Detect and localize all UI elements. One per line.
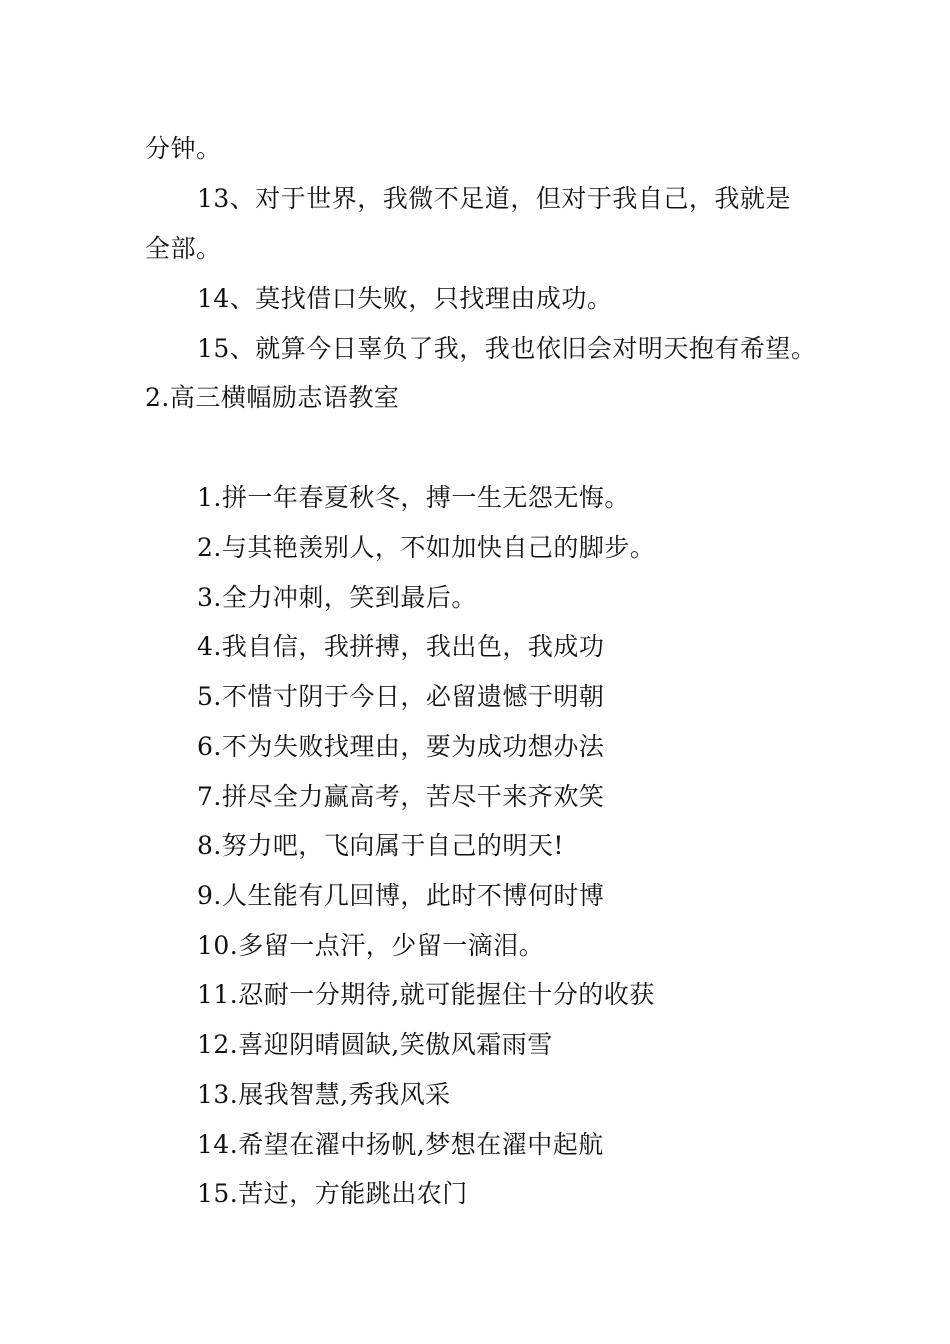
slogan-item: 4.我自信，我拼搏，我出色，我成功 [197,632,605,661]
continuation-text: 分钟。 [145,134,222,163]
slogan-item: 1.拼一年春夏秋冬，搏一生无怨无悔。 [197,483,630,512]
quote-13-line1: 13、对于世界，我微不足道，但对于我自己，我就是 [197,184,791,213]
section-heading: 2.高三横幅励志语教室 [145,383,400,412]
slogan-item: 13.展我智慧,秀我风采 [197,1080,451,1109]
slogan-item: 5.不惜寸阴于今日，必留遗憾于明朝 [197,682,605,711]
slogan-item: 7.拼尽全力赢高考，苦尽干来齐欢笑 [197,782,605,811]
slogan-item: 2.与其艳羡别人，不如加快自己的脚步。 [197,533,656,562]
slogan-item: 6.不为失败找理由，要为成功想办法 [197,732,605,761]
quote-14: 14、莫找借口失败，只找理由成功。 [197,284,613,313]
slogan-item: 10.多留一点汗，少留一滴泪。 [197,931,545,960]
slogan-item: 3.全力冲刺，笑到最后。 [197,583,477,612]
slogan-item: 8.努力吧，飞向属于自己的明天! [197,831,564,860]
slogan-item: 11.忍耐一分期待,就可能握住十分的收获 [197,980,655,1009]
slogan-item: 9.人生能有几回博，此时不博何时博 [197,881,605,910]
slogan-item: 12.喜迎阴晴圆缺,笑傲风霜雨雪 [197,1030,553,1059]
quote-13-line2: 全部。 [145,234,222,263]
slogan-item: 15.苦过，方能跳出农门 [197,1179,468,1208]
slogan-item: 14.希望在濯中扬帆,梦想在濯中起航 [197,1130,604,1159]
quote-15: 15、就算今日辜负了我，我也依旧会对明天抱有希望。 [197,334,817,363]
